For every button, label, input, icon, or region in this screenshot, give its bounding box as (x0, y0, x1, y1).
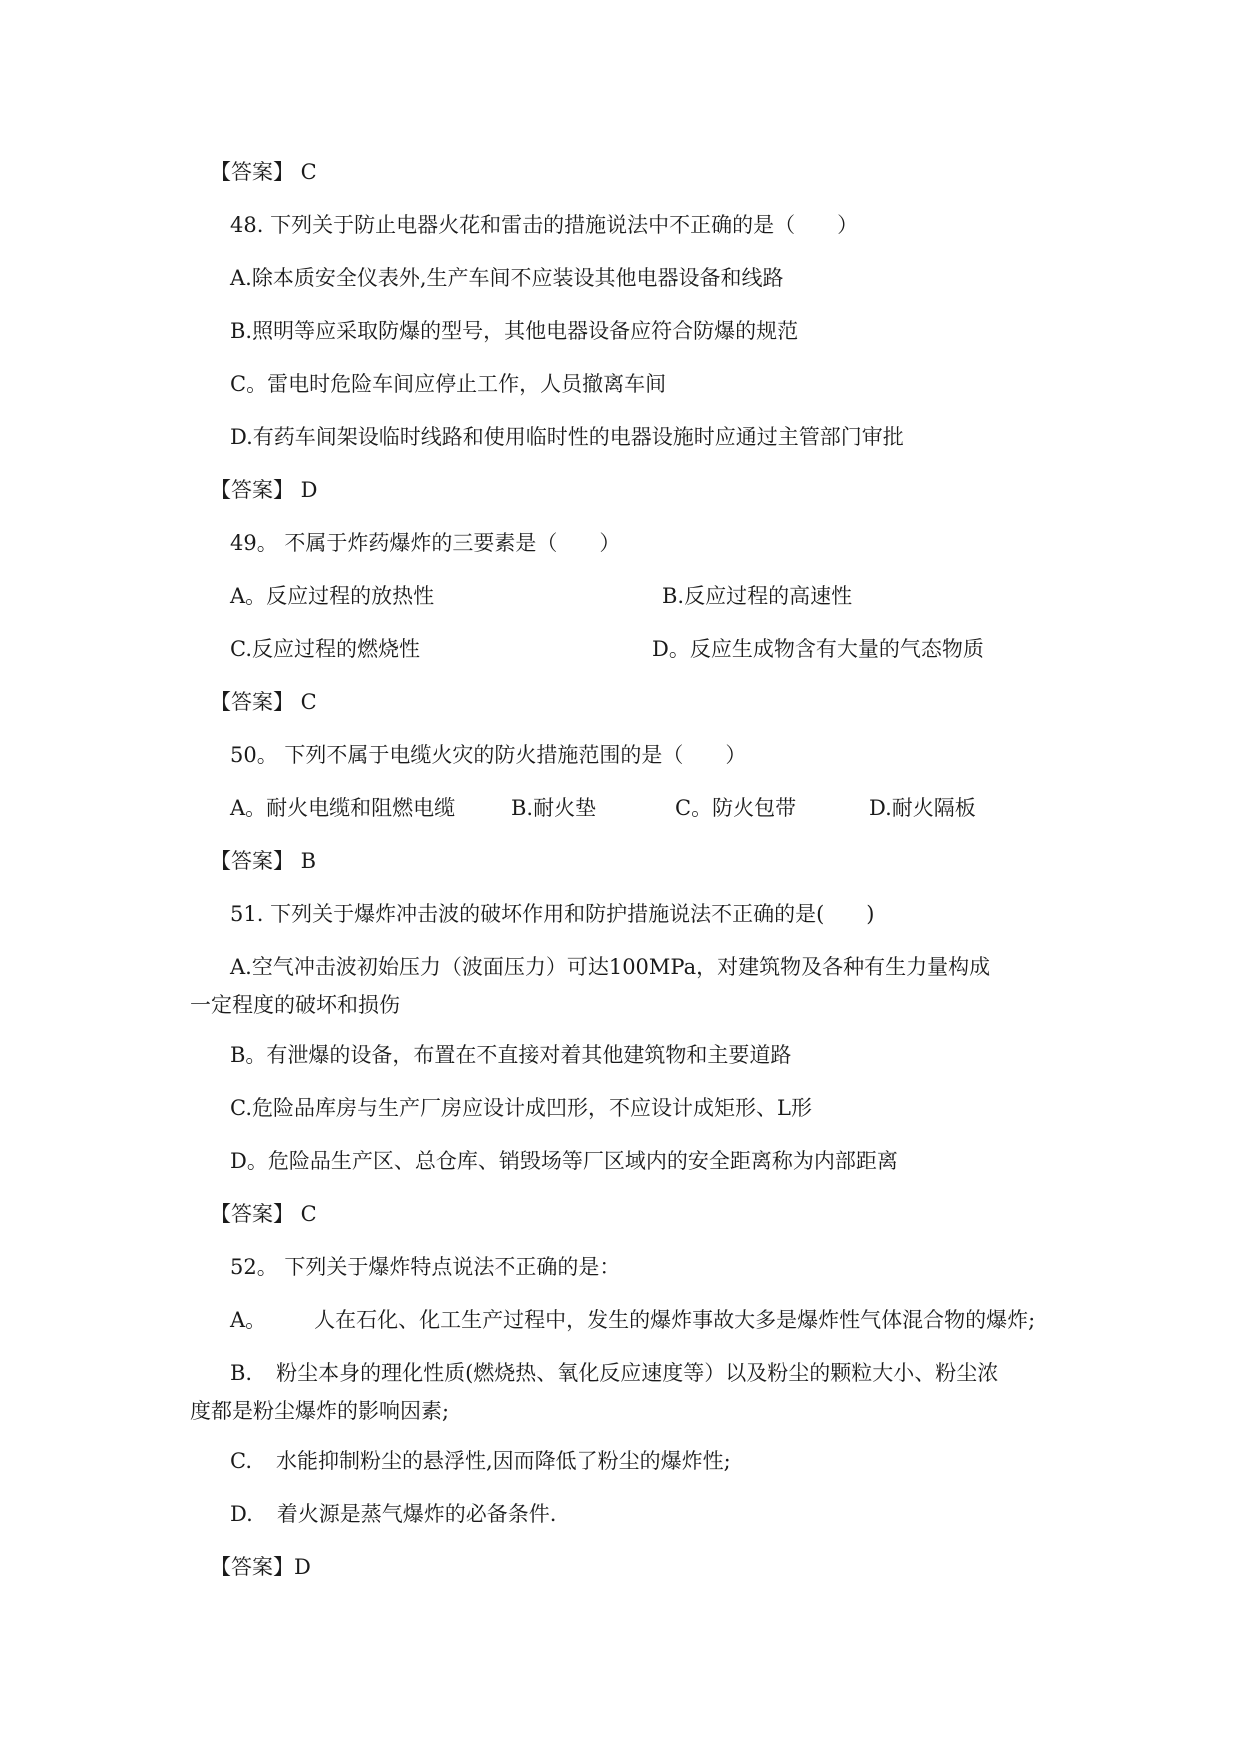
answer-51: 【答案】 C (210, 1202, 317, 1226)
answer-47: 【答案】 C (210, 160, 317, 184)
option-text: 着火源是蒸气爆炸的必备条件. (276, 1502, 557, 1526)
question-51-stem: 51. 下列关于爆炸冲击波的破坏作用和防护措施说法不正确的是( ) (230, 902, 875, 926)
option-text: 水能抑制粉尘的悬浮性,因而降低了粉尘的爆炸性; (276, 1449, 731, 1473)
question-51-option-a: A.空气冲击波初始压力（波面压力）可达100MPa，对建筑物及各种有生力量构成一定程度的破坏和损伤 (190, 955, 991, 1017)
question-48-option-a: A.除本质安全仪表外,生产车间不应装设其他电器设备和线路 (230, 266, 784, 290)
option-label: B. (230, 1361, 253, 1385)
answer-49: 【答案】 C (210, 690, 317, 714)
option-text: 人在石化、化工生产过程中，发生的爆炸事故大多是爆炸性气体混合物的爆炸; (314, 1308, 1036, 1332)
question-49-stem: 49。 不属于炸药爆炸的三要素是（ ） (230, 531, 621, 555)
question-49-option-c: C.反应过程的燃烧性 (230, 637, 420, 661)
question-51-option-d: D。危险品生产区、总仓库、销毁场等厂区域内的安全距离称为内部距离 (230, 1149, 898, 1173)
option-text: 粉尘本身的理化性质(燃烧热、氧化反应速度等）以及粉尘的颗粒大小、粉尘浓度都是粉尘爆炸的影响因素; (190, 1361, 999, 1423)
option-label: D. (230, 1502, 253, 1526)
question-52-stem: 52。 下列关于爆炸特点说法不正确的是： (230, 1255, 621, 1279)
question-48-option-b: B.照明等应采取防爆的型号，其他电器设备应符合防爆的规范 (230, 319, 799, 343)
option-label: C. (230, 1449, 252, 1473)
option-label: A。 (230, 1308, 267, 1332)
question-49-option-d: D。反应生成物含有大量的气态物质 (652, 637, 984, 661)
answer-48: 【答案】 D (210, 478, 318, 502)
question-51-option-c: C.危险品库房与生产厂房应设计成凹形，不应设计成矩形、L形 (230, 1096, 812, 1120)
answer-52: 【答案】D (210, 1555, 311, 1579)
question-51-option-b: B。有泄爆的设备，布置在不直接对着其他建筑物和主要道路 (230, 1043, 792, 1067)
question-48-option-c: C。雷电时危险车间应停止工作，人员撤离车间 (230, 372, 667, 396)
question-49-option-b: B.反应过程的高速性 (662, 584, 853, 608)
question-49-option-a: A。反应过程的放热性 (230, 584, 435, 608)
question-50-option-a: A。耐火电缆和阻燃电缆 (230, 796, 456, 820)
question-50-stem: 50。 下列不属于电缆火灾的防火措施范围的是（ ） (230, 743, 747, 767)
question-50-option-d: D.耐火隔板 (869, 796, 976, 820)
answer-50: 【答案】 B (210, 849, 317, 873)
question-52-option-b (190, 1354, 1010, 1430)
question-52-option-a (230, 1306, 1035, 1334)
question-52-option-c (230, 1447, 731, 1475)
question-52-option-d (230, 1500, 556, 1528)
question-48-stem: 48. 下列关于防止电器火花和雷击的措施说法中不正确的是（ ） (230, 213, 859, 237)
question-48-option-d: D.有药车间架设临时线路和使用临时性的电器设施时应通过主管部门审批 (230, 425, 904, 449)
question-50-option-b: B.耐火垫 (511, 796, 597, 820)
question-50-option-c: C。防火包带 (675, 796, 797, 820)
